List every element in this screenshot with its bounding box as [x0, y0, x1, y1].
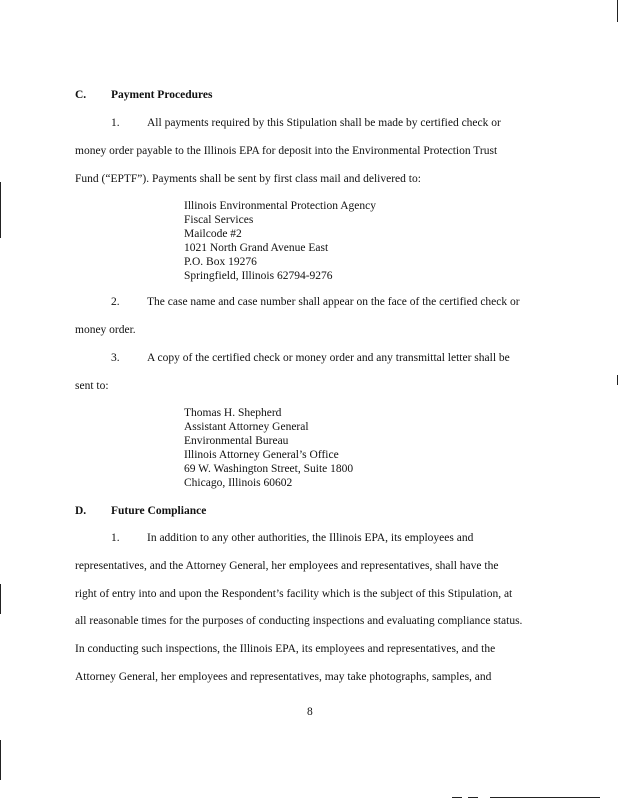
scan-mark [617, 375, 618, 385]
address-line: Assistant Attorney General [184, 421, 309, 433]
scan-mark [452, 797, 462, 798]
paragraph-line: Attorney General, her employees and representatives, may take photographs, samples, and [75, 671, 492, 683]
scan-mark [617, 0, 618, 22]
paragraph-line: Fund (“EPTF”). Payments shall be sent by first class mail and delivered to: [75, 173, 421, 185]
paragraph-line: A copy of the certified check or money order and any transmittal letter shall be [147, 352, 510, 364]
paragraph-line: In addition to any other authorities, the Illinois EPA, its employees and [147, 532, 474, 544]
address-line: Chicago, Illinois 60602 [184, 477, 293, 489]
address-line: Environmental Bureau [184, 435, 289, 447]
item-number: 2. [111, 296, 120, 308]
address-line: 1021 North Grand Avenue East [184, 242, 329, 254]
paragraph-line: The case name and case number shall appear on the face of the certified check or [147, 296, 520, 308]
section-c-letter: C. [75, 89, 87, 101]
paragraph-line: All payments required by this Stipulation shall be made by certified check or [147, 117, 501, 129]
scan-mark [468, 797, 478, 798]
paragraph-line: sent to: [75, 380, 109, 392]
address-line: Illinois Attorney General’s Office [184, 449, 339, 461]
scan-mark [0, 584, 1, 614]
address-line: P.O. Box 19276 [184, 256, 257, 268]
address-line: Mailcode #2 [184, 228, 242, 240]
item-number: 3. [111, 352, 120, 364]
paragraph-line: money order. [75, 324, 136, 336]
section-d-letter: D. [75, 505, 87, 517]
scan-mark [490, 797, 600, 798]
section-d-title: Future Compliance [111, 505, 207, 517]
item-number: 1. [111, 117, 120, 129]
address-line: Thomas H. Shepherd [184, 407, 282, 419]
paragraph-line: right of entry into and upon the Respondent’s facility which is the subject of this Stipulation, at [75, 588, 513, 600]
item-number: 1. [111, 532, 120, 544]
section-c-title: Payment Procedures [111, 89, 213, 101]
address-line: Springfield, Illinois 62794-9276 [184, 270, 333, 282]
paragraph-line: all reasonable times for the purposes of conducting inspections and evaluating compliance status. [75, 615, 523, 627]
scan-mark [0, 740, 1, 780]
page-number: 8 [307, 706, 313, 718]
address-line: Illinois Environmental Protection Agency [184, 200, 376, 212]
address-line: 69 W. Washington Street, Suite 1800 [184, 463, 354, 475]
address-line: Fiscal Services [184, 214, 254, 226]
paragraph-line: In conducting such inspections, the Illinois EPA, its employees and representatives, and the [75, 643, 496, 655]
paragraph-line: representatives, and the Attorney General, her employees and representatives, shall have the [75, 560, 499, 572]
paragraph-line: money order payable to the Illinois EPA for deposit into the Environmental Protection Trust [75, 145, 498, 157]
scan-mark [0, 182, 1, 238]
